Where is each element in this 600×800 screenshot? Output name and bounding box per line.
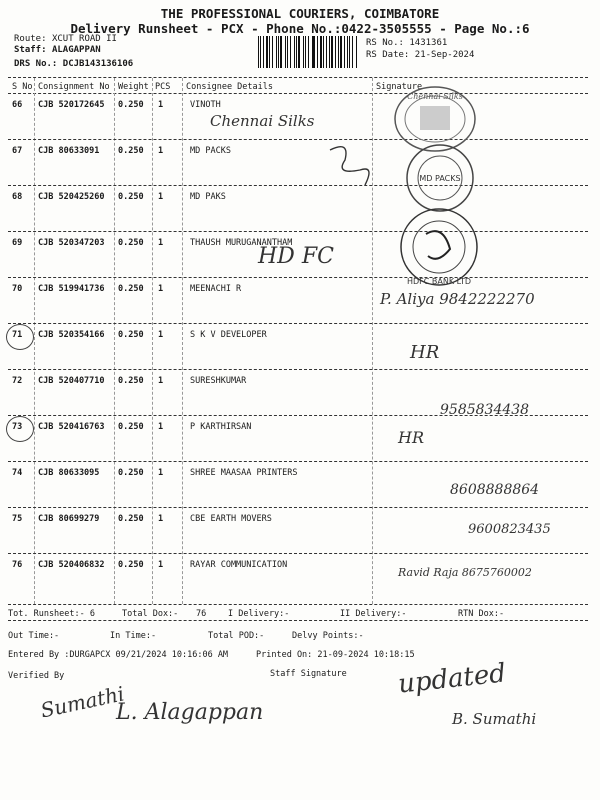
drs-label: DRS No.: xyxy=(14,59,58,69)
barcode-bar xyxy=(312,36,313,68)
row-consignee: MD PACKS xyxy=(190,146,231,156)
row-consignee: VINOTH xyxy=(190,100,221,110)
in-time: In Time:- xyxy=(110,631,157,641)
col-consignee: Consignee Details xyxy=(186,82,273,92)
barcode-bar xyxy=(326,36,327,68)
row-consignee: SHREE MAASAA PRINTERS xyxy=(190,468,298,478)
barcode-bar xyxy=(298,36,300,68)
row-sno: 66 xyxy=(12,100,23,110)
row-weight: 0.250 xyxy=(118,468,144,478)
i-delivery: I Delivery:- xyxy=(228,609,290,619)
barcode-bar xyxy=(323,36,324,68)
col-sno: S No xyxy=(12,82,33,92)
signature-right: B. Sumathi xyxy=(452,710,537,728)
row-pcs: 1 xyxy=(158,376,164,386)
row-pcs: 1 xyxy=(158,100,164,110)
row-weight: 0.250 xyxy=(118,284,144,294)
barcode-bar xyxy=(347,36,348,68)
row-pcs: 1 xyxy=(158,560,164,570)
barcode-bar xyxy=(352,36,353,68)
total-dox-label: Total Dox:- xyxy=(122,609,179,619)
row-weight: 0.250 xyxy=(118,192,144,202)
signature-verified: Sumathi xyxy=(38,681,127,723)
row-weight: 0.250 xyxy=(118,330,144,340)
barcode-bar xyxy=(313,36,314,68)
row-sno: 72 xyxy=(12,376,23,386)
barcode-bar xyxy=(287,36,288,68)
route-value: XCUT ROAD II xyxy=(51,34,117,44)
rs-no-value: 1431361 xyxy=(409,38,448,48)
hdfc-stamp xyxy=(398,204,480,290)
row-divider xyxy=(8,553,588,554)
barcode-bar xyxy=(263,36,264,68)
drs-value: DCJB143136106 xyxy=(62,59,134,69)
col-pcs: PCS xyxy=(155,82,171,92)
col-consignment: Consignment No xyxy=(38,82,110,92)
col-signature: Signature xyxy=(376,82,423,92)
barcode-bar xyxy=(290,36,291,68)
row-consignment: CJB 520416763 xyxy=(38,422,105,432)
barcode-bar xyxy=(338,36,339,68)
rs-date-value: 21-Sep-2024 xyxy=(414,50,475,60)
drs-line xyxy=(14,59,133,69)
row-weight: 0.250 xyxy=(118,238,144,248)
row-consignment: CJB 520347203 xyxy=(38,238,105,248)
row-pcs: 1 xyxy=(158,146,164,156)
barcode-bar xyxy=(305,36,306,68)
col-divider xyxy=(114,78,115,604)
ii-delivery: II Delivery:- xyxy=(340,609,407,619)
row-consignment: CJB 520406832 xyxy=(38,560,105,570)
row-sno: 70 xyxy=(12,284,23,294)
barcode-bar xyxy=(285,36,287,68)
row-divider xyxy=(8,139,588,140)
rs-date-line xyxy=(366,50,474,60)
barcode-bar xyxy=(329,36,330,68)
row-consignment: CJB 80633091 xyxy=(38,146,100,156)
row-sno: 71 xyxy=(12,330,23,340)
stamp-md-packs-text: MD PACKS xyxy=(419,174,461,183)
row-pcs: 1 xyxy=(158,284,164,294)
row-pcs: 1 xyxy=(158,330,164,340)
row-weight: 0.250 xyxy=(118,376,144,386)
row-consignee: CBE EARTH MOVERS xyxy=(190,514,272,524)
col-divider xyxy=(152,78,153,604)
out-time: Out Time:- xyxy=(8,631,60,641)
handwriting-row-71: HR xyxy=(410,342,440,363)
table-bottom-rule xyxy=(8,604,588,605)
rs-date-label: RS Date: xyxy=(366,50,410,60)
printed-on: Printed On: 21-09-2024 10:18:15 xyxy=(256,650,415,660)
barcode-bar xyxy=(349,36,350,68)
row-73-circle xyxy=(6,416,34,442)
row-divider xyxy=(8,369,588,370)
updated-note: updated xyxy=(396,658,508,700)
col-weight: Weight xyxy=(118,82,149,92)
handwriting-row-70: P. Aliya 9842222270 xyxy=(380,290,535,308)
stamp-chennai-silks-text: Chennai Silks xyxy=(407,92,463,101)
barcode-bar xyxy=(335,36,336,68)
row-divider xyxy=(8,231,588,232)
signature-staff: L. Alagappan xyxy=(116,700,264,725)
handwriting-row-69: HD FC xyxy=(258,244,334,269)
total-pod: Total POD:- xyxy=(208,631,265,641)
row-sno: 67 xyxy=(12,146,23,156)
handwriting-row-66: Chennai Silks xyxy=(210,112,315,130)
row-consignment: CJB 80633095 xyxy=(38,468,100,478)
staff-label: Staff: xyxy=(14,45,47,55)
handwriting-row-75: 9600823435 xyxy=(468,522,551,537)
tot-runsheet: Tot. Runsheet:- 6 xyxy=(8,609,95,619)
row-consignment: CJB 520172645 xyxy=(38,100,105,110)
handwriting-row-72: 9585834438 xyxy=(440,402,530,418)
row-sno: 74 xyxy=(12,468,23,478)
footer-rule xyxy=(8,620,588,621)
row-71-circle xyxy=(6,324,34,350)
row-consignee: S K V DEVELOPER xyxy=(190,330,267,340)
barcode-bar xyxy=(294,36,295,68)
barcode-bar xyxy=(303,36,304,68)
staff-signature-label: Staff Signature xyxy=(270,669,347,679)
page-title: THE PROFESSIONAL COURIERS, COIMBATORE xyxy=(160,6,440,21)
page-subtitle: Delivery Runsheet - PCX - Phone No.:0422-3505555 - Page No.:6 xyxy=(70,21,530,36)
barcode-bar xyxy=(272,36,273,68)
barcode-bar xyxy=(344,36,345,68)
row-consignment: CJB 520354166 xyxy=(38,330,105,340)
row-divider xyxy=(8,277,588,278)
barcode-bar xyxy=(331,36,332,68)
col-divider xyxy=(34,78,35,604)
row-divider xyxy=(8,185,588,186)
barcode-bar xyxy=(320,36,322,68)
barcode-bar xyxy=(308,36,309,68)
row-consignee: MEENACHI R xyxy=(190,284,242,294)
barcode-bar xyxy=(260,36,261,68)
row-consignee: SURESHKUMAR xyxy=(190,376,247,386)
row-sno: 76 xyxy=(12,560,23,570)
row-pcs: 1 xyxy=(158,192,164,202)
table-top-rule xyxy=(8,77,588,78)
col-divider xyxy=(182,78,183,604)
table-header-rule xyxy=(8,93,588,94)
row-consignment: CJB 520425260 xyxy=(38,192,105,202)
barcode-bar xyxy=(296,36,297,68)
row-consignee: P KARTHIRSAN xyxy=(190,422,252,432)
row-consignee: RAYAR COMMUNICATION xyxy=(190,560,288,570)
row-divider xyxy=(8,507,588,508)
row-weight: 0.250 xyxy=(118,514,144,524)
row-weight: 0.250 xyxy=(118,146,144,156)
rs-no-label: RS No.: xyxy=(366,38,404,48)
row-weight: 0.250 xyxy=(118,100,144,110)
delvy-points: Delvy Points:- xyxy=(292,631,364,641)
barcode-bar xyxy=(269,36,270,68)
row-pcs: 1 xyxy=(158,468,164,478)
entered-by: Entered By :DURGAPCX 09/21/2024 10:16:06 AM xyxy=(8,650,229,660)
row-pcs: 1 xyxy=(158,422,164,432)
row-sno: 69 xyxy=(12,238,23,248)
barcode-bar xyxy=(266,36,268,68)
barcode xyxy=(258,36,358,68)
handwriting-row-74: 8608888864 xyxy=(450,482,540,498)
route-line xyxy=(14,34,117,44)
barcode-bar xyxy=(356,36,357,68)
handwriting-row-76: Ravid Raja 8675760002 xyxy=(398,566,532,579)
barcode-bar xyxy=(317,36,318,68)
stamp-hdfc-text: HDFC BANK LTD xyxy=(406,277,472,286)
row-consignment: CJB 520407710 xyxy=(38,376,105,386)
staff-value: ALAGAPPAN xyxy=(51,45,101,55)
rs-no-line xyxy=(366,38,447,48)
barcode-bar xyxy=(276,36,277,68)
barcode-bar xyxy=(258,36,259,68)
row-consignment: CJB 519941736 xyxy=(38,284,105,294)
barcode-bar xyxy=(340,36,342,68)
row-pcs: 1 xyxy=(158,514,164,524)
barcode-bar xyxy=(278,36,279,68)
row-weight: 0.250 xyxy=(118,422,144,432)
row-pcs: 1 xyxy=(158,238,164,248)
rtn-dox: RTN Dox:- xyxy=(458,609,505,619)
handwriting-row-73: HR xyxy=(398,428,424,447)
row-weight: 0.250 xyxy=(118,560,144,570)
barcode-bar xyxy=(280,36,281,68)
total-dox-value: 76 xyxy=(196,609,207,619)
row-sno: 75 xyxy=(12,514,23,524)
row-consignee: THAUSH MURUGANANTHAM xyxy=(190,238,293,248)
row-divider xyxy=(8,323,588,324)
scribble-row-67 xyxy=(320,140,380,190)
verified-by: Verified By xyxy=(8,671,65,681)
row-consignment: CJB 80699279 xyxy=(38,514,100,524)
route-label: Route: xyxy=(14,34,47,44)
staff-line xyxy=(14,45,101,55)
row-divider xyxy=(8,461,588,462)
row-sno: 68 xyxy=(12,192,23,202)
row-sno: 73 xyxy=(12,422,23,432)
row-consignee: MD PAKS xyxy=(190,192,226,202)
